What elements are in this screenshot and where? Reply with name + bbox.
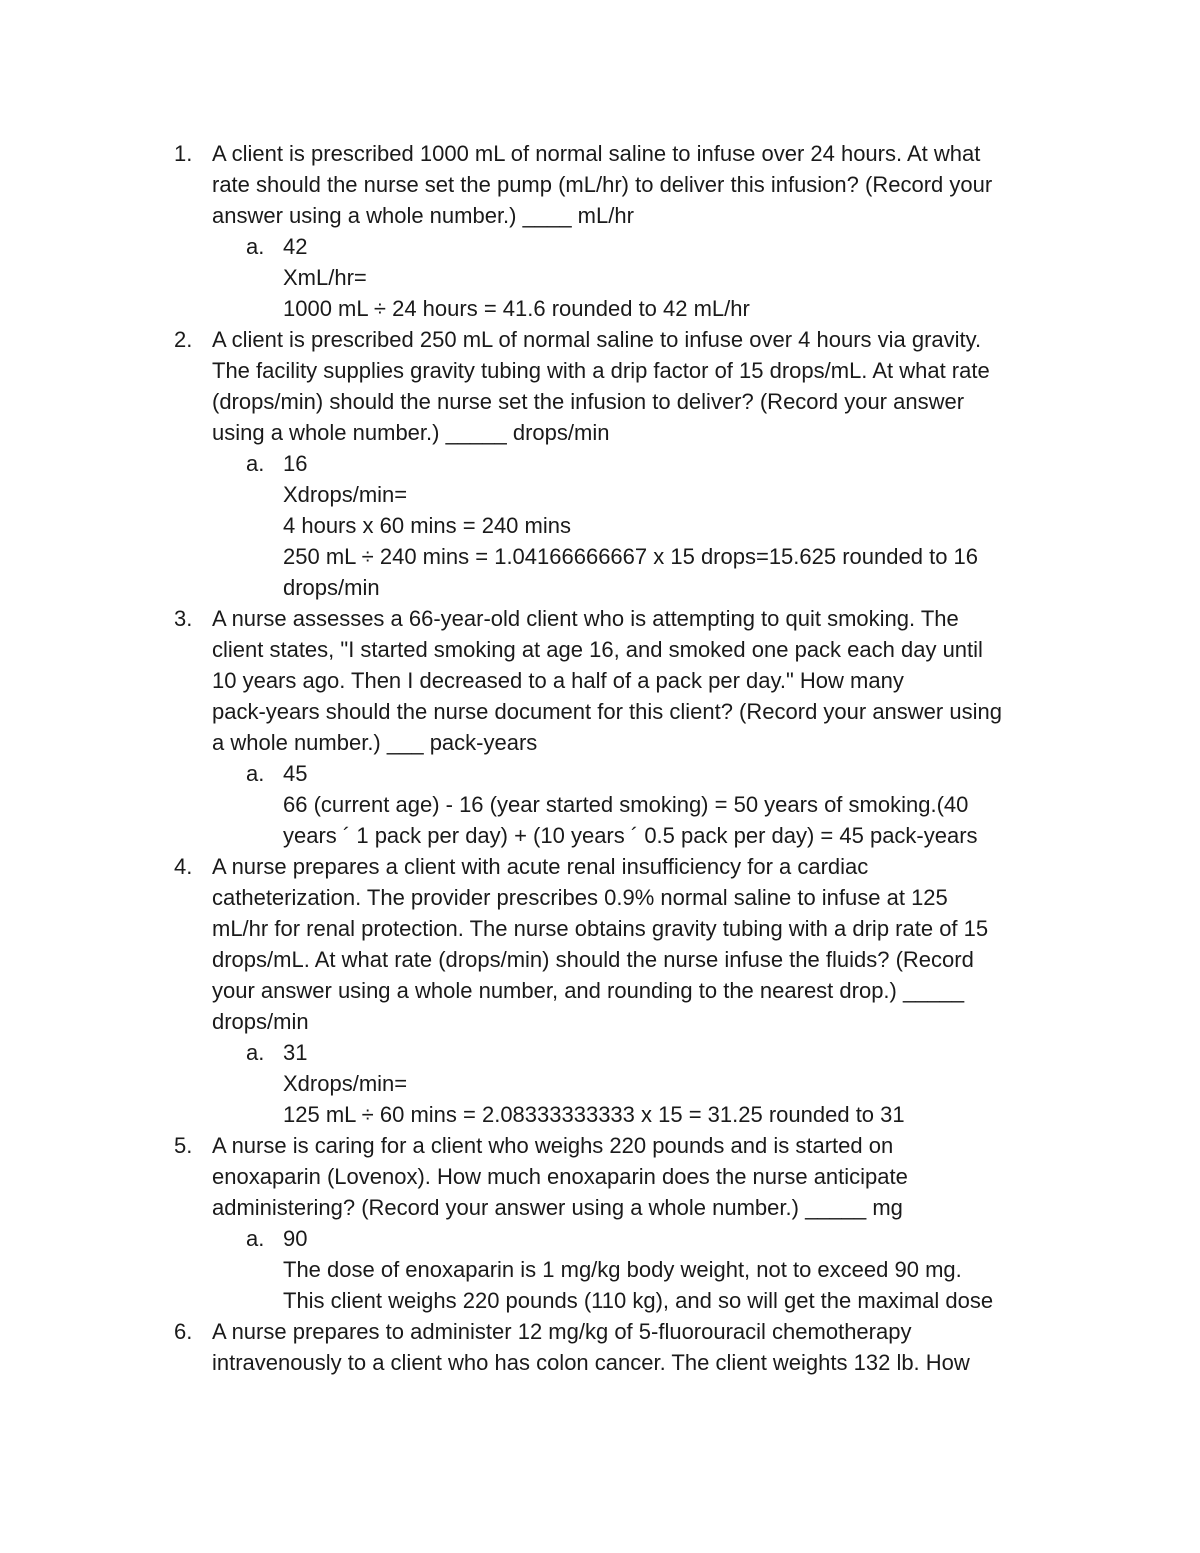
question-number: 3. (174, 606, 193, 631)
question-list (173, 138, 1073, 1378)
answer-letter: a. (246, 761, 265, 786)
work-line: 250 mL ÷ 240 mins = 1.04166666667 x 15 drops=15.625 rounded to 16 (283, 544, 979, 569)
question-item (173, 603, 1073, 851)
work-line: Xdrops/min= (283, 1071, 408, 1096)
answer-block (212, 1223, 1073, 1316)
question-text: A nurse prepares to administer 12 mg/kg of 5-fluorouracil chemotherapy intravenously to a client who has colon cancer. The client weights 132 lb. How (212, 1319, 970, 1375)
work-line: XmL/hr= (283, 265, 367, 290)
answer-value: 31 (283, 1040, 308, 1065)
work-line: drops/min (283, 575, 380, 600)
question-text: A nurse is caring for a client who weighs 220 pounds and is started on enoxaparin (Lovenox). How much enoxaparin does the nurse anticipate administering? (Record your answer using a whole number.) _____ mg (212, 1133, 908, 1220)
work-line: The dose of enoxaparin is 1 mg/kg body weight, not to exceed 90 mg. (283, 1257, 962, 1282)
work-line: 125 mL ÷ 60 mins = 2.08333333333 x 15 = 31.25 rounded to 31 (283, 1102, 905, 1127)
question-number: 4. (174, 854, 193, 879)
answer-value: 45 (283, 761, 308, 786)
work-line: This client weighs 220 pounds (110 kg), and so will get the maximal dose (283, 1288, 994, 1313)
question-item (173, 851, 1073, 1130)
work-line: 4 hours x 60 mins = 240 mins (283, 513, 571, 538)
question-number: 6. (174, 1319, 193, 1344)
answer-letter: a. (246, 1226, 265, 1251)
question-text: A client is prescribed 250 mL of normal saline to infuse over 4 hours via gravity. The facility supplies gravity tubing with a drip factor of 15 drops/mL. At what rate (drops/min) should the nurse set the infusion to deliver? (Record your answer using a whole number.) _____ drops/min (212, 327, 990, 445)
answer-block (212, 1037, 1073, 1130)
answer-value: 42 (283, 234, 308, 259)
work-line: Xdrops/min= (283, 482, 408, 507)
question-number: 5. (174, 1133, 193, 1158)
question-number: 2. (174, 327, 193, 352)
question-text: A client is prescribed 1000 mL of normal saline to infuse over 24 hours. At what rate should the nurse set the pump (mL/hr) to deliver this infusion? (Record your answer using a whole number.) ____ mL/hr (212, 141, 993, 228)
answer-block (212, 448, 1073, 603)
answer-letter: a. (246, 234, 265, 259)
question-text: A nurse assesses a 66-year-old client who is attempting to quit smoking. The client states, "I started smoking at age 16, and smoked one pack each day until 10 years ago. Then I decreased to a half of a pack per day." How many pack-years should the nurse document for this client? (Record your answer using a whole number.) ___ pack-years (212, 606, 1002, 755)
answer-block (212, 758, 1073, 851)
answer-value: 90 (283, 1226, 308, 1251)
question-item (173, 1130, 1073, 1316)
answer-letter: a. (246, 451, 265, 476)
question-item (173, 1316, 1073, 1378)
answer-block (212, 231, 1073, 324)
question-number: 1. (174, 141, 193, 166)
question-text: A nurse prepares a client with acute renal insufficiency for a cardiac catheterization. The provider prescribes 0.9% normal saline to infuse at 125 mL/hr for renal protection. The nurse obtains gravity tubing with a drip rate of 15 drops/mL. At what rate (drops/min) should the nurse infuse the fluids? (Record your answer using a whole number, and rounding to the nearest drop.) _____ drops/min (212, 854, 989, 1034)
work-line: 1000 mL ÷ 24 hours = 41.6 rounded to 42 mL/hr (283, 296, 750, 321)
work-line: 66 (current age) - 16 (year started smoking) = 50 years of smoking.(40 (283, 792, 969, 817)
answer-value: 16 (283, 451, 308, 476)
work-line: years ´ 1 pack per day) + (10 years ´ 0.5 pack per day) = 45 pack-years (283, 823, 978, 848)
question-item (173, 324, 1073, 603)
answer-letter: a. (246, 1040, 265, 1065)
question-item (173, 138, 1073, 324)
